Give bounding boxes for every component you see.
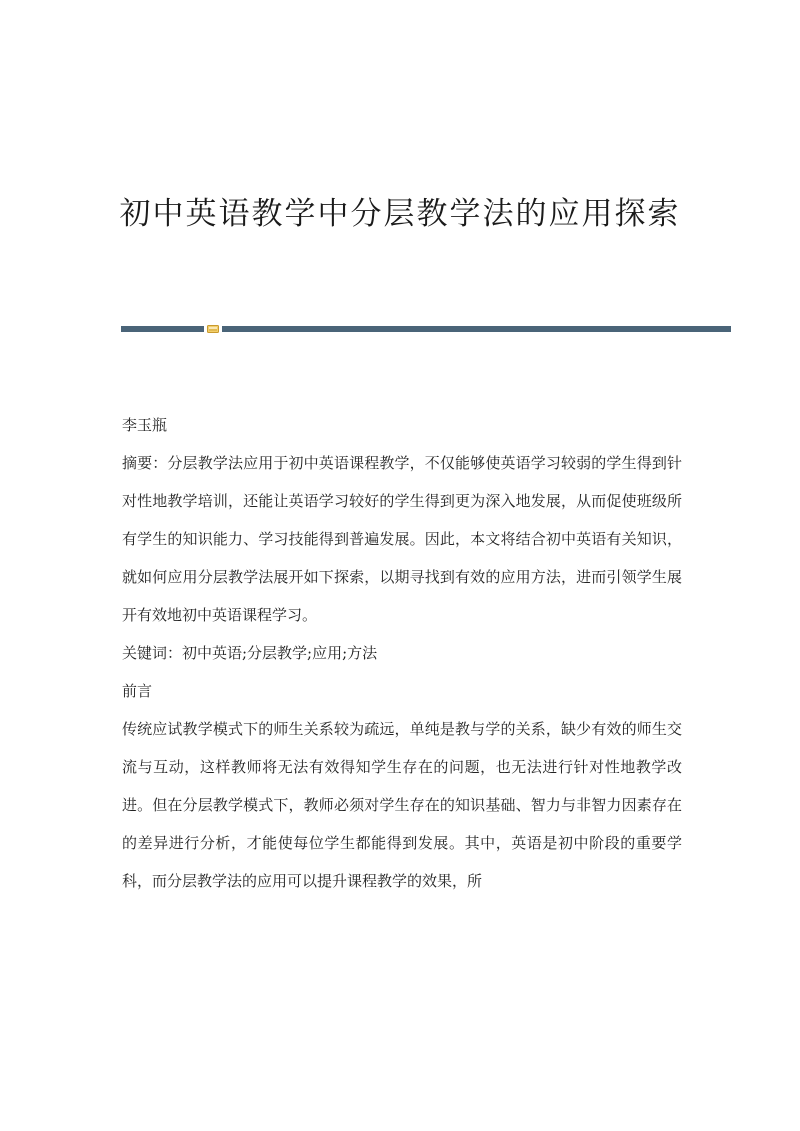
title-divider — [121, 325, 731, 333]
document-body — [122, 406, 682, 900]
author-name: 李玉瓶 — [122, 416, 168, 434]
abstract-paragraph: 摘要：分层教学法应用于初中英语课程教学，不仅能够使英语学习较弱的学生得到针对性地教学培训，还能让英语学习较好的学生得到更为深入地发展，从而促使班级所有学生的知识能力、学习技能得到普遍发展。因此，本文将结合初中英语有关知识，就如何应用分层教学法展开如下探索，以期寻找到有效的应用方法，进而引领学生展开有效地初中英语课程学习。 — [122, 454, 682, 624]
divider-bar-right — [222, 326, 731, 332]
document-title: 初中英语教学中分层教学法的应用探索 — [119, 196, 681, 232]
keywords-line: 关键词：初中英语;分层教学;应用;方法 — [122, 644, 378, 662]
body-paragraph: 传统应试教学模式下的师生关系较为疏远，单纯是教与学的关系，缺少有效的师生交流与互动，这样教师将无法有效得知学生存在的问题，也无法进行针对性地教学改进。但在分层教学模式下，教师必须对学生存在的知识基础、智力与非智力因素存在的差异进行分析，才能使每位学生都能得到发展。其中，英语是初中阶段的重要学科，而分层教学法的应用可以提升课程教学的效果，所 — [122, 720, 682, 890]
divider-bar-left — [121, 326, 204, 332]
divider-ornament-icon — [207, 325, 219, 333]
section-heading: 前言 — [122, 682, 153, 700]
